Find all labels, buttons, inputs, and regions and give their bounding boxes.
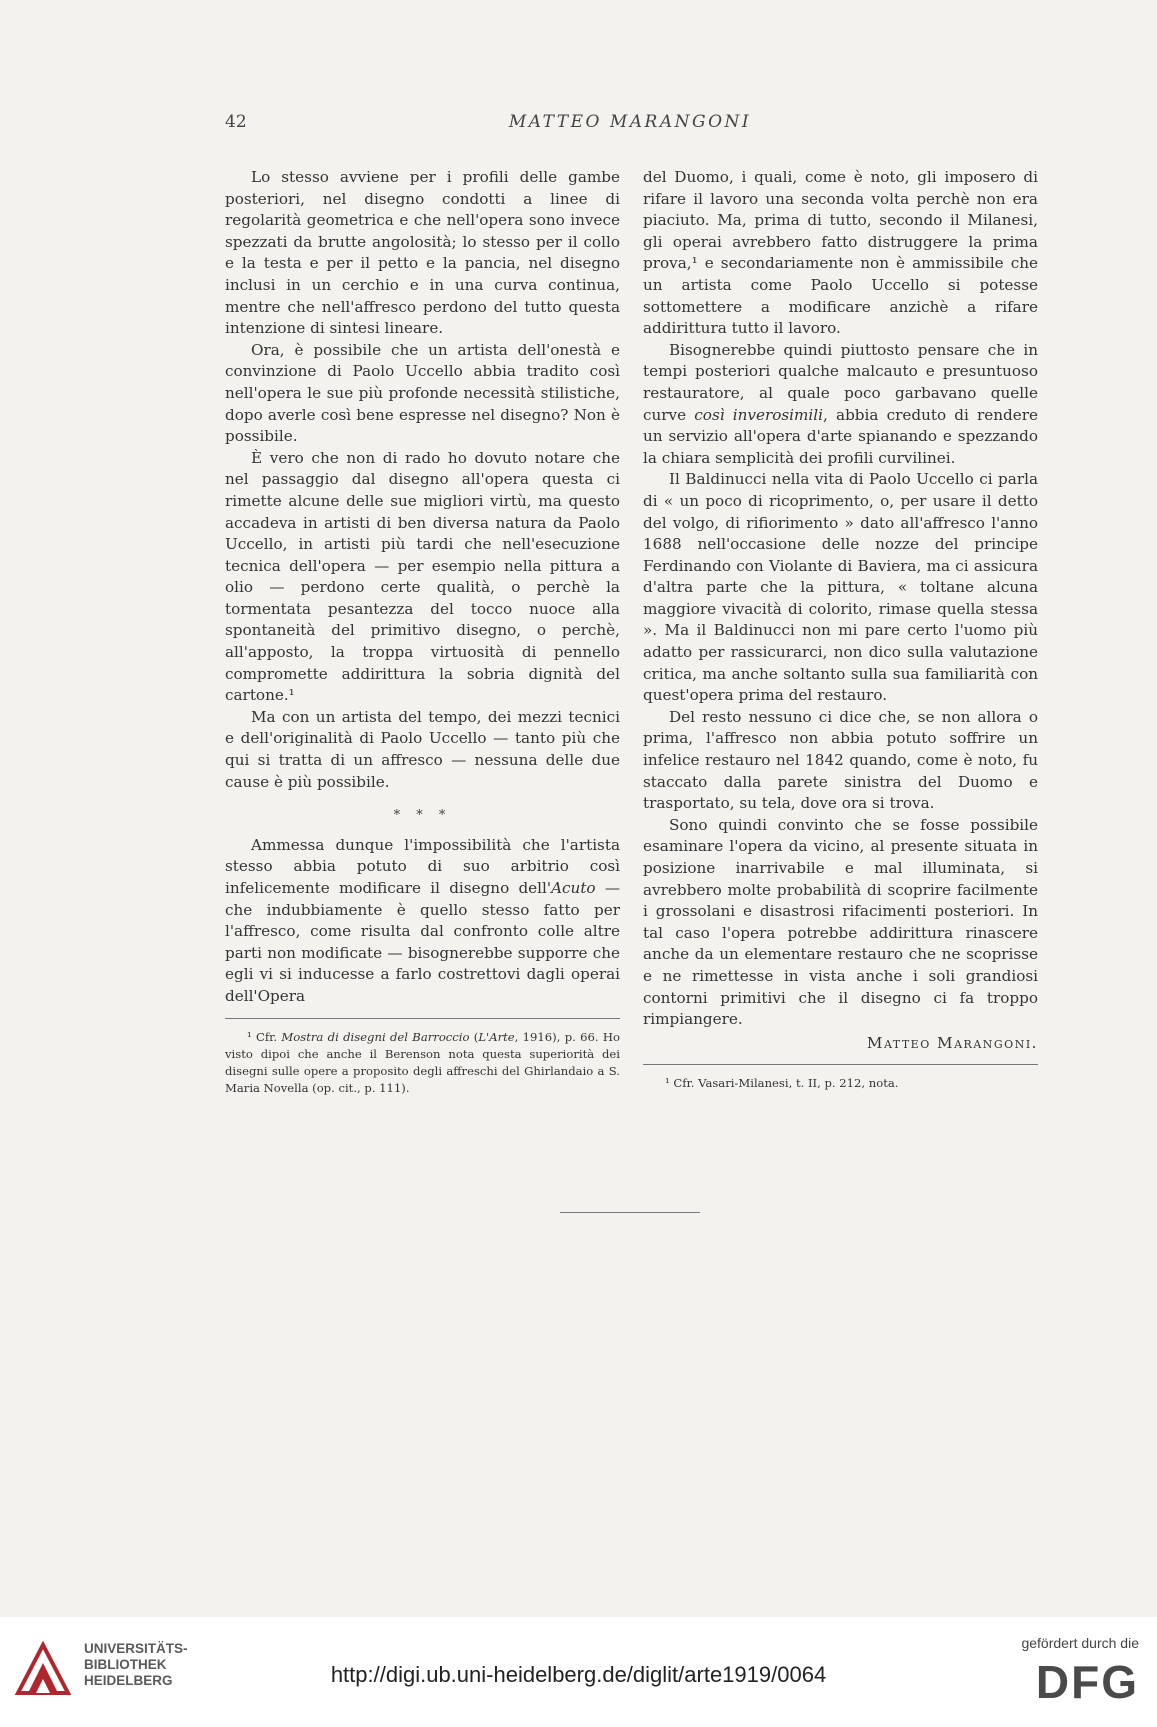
paragraph: È vero che non di rado ho dovuto notare che nel passaggio dal disegno all'opera questa ci rimette alcune delle sue migliori virtù, ma questo accadeva in artisti di ben diversa natura da Paolo Uccello, in artisti più tardi che nell'esecuzione tecnica dell'opera — per esempio nella pittura a olio — perdono certe qualità, o perchè la tormentata pesantezza del tocco nuoce alla spontaneità del primitivo disegno, o perchè, all'apposto, la troppa virtuosità di pennello compromette addirittura la sobria dignità del cartone.¹ [225, 448, 620, 705]
page-number: 42 [225, 112, 247, 132]
left-column [225, 167, 620, 1097]
section-separator: * * * [393, 808, 452, 824]
paragraph-text: Ammessa dunque l'impossibilità che l'artista stesso abbia potuto di suo arbitrio così infelicemente modificare il disegno dell' [225, 835, 620, 897]
right-column [643, 167, 1038, 1092]
footnote [225, 1029, 620, 1097]
footnote-text: , 1916), p. 66. Ho visto dipoi che anche il Berenson nota questa superiorità dei disegni sulle opere a proposito degli affreschi del Ghirlandaio a S. Maria Novella (op. cit., p. 111). [225, 1029, 620, 1095]
source-url-link[interactable]: http://digi.ub.uni-heidelberg.de/diglit/arte1919/0064 [330, 1662, 827, 1687]
footer-bar [0, 1617, 1157, 1727]
footnote-rule [643, 1064, 1038, 1065]
footnote-italic: L'Arte [478, 1029, 515, 1044]
author-signature: Matteo Marangoni. [866, 1033, 1038, 1052]
paragraph: Sono quindi convinto che se fosse possibile esaminare l'opera da vicino, al presente situata in posizione inarrivabile e mal illuminata, si avrebbero molte probabilità di scoprire facilmente i grossolani e disastrosi rifacimenti posteriori. In tal caso l'opera potrebbe addirittura rinascere anche da un elementare restauro che ne scoprisse e ne rimettesse in vista anche i soli grandiosi contorni primitivi che il disegno ci fa troppo rimpiangere. [643, 815, 1038, 1029]
dfg-logo: DFG [1035, 1656, 1139, 1708]
paragraph-text: , abbia creduto di rendere un servizio all'opera d'arte spianando e spezzando la chiara semplicità dei profili curvilinei. [643, 405, 1039, 467]
paragraph: Lo stesso avviene per i profili delle gambe posteriori, nel disegno condotti a linee di regolarità geometrica e che nell'opera sono invece spezzati da brutte angolosità; lo stesso per il collo e la testa e per il petto e la pancia, nel disegno inclusi in un cerchio e in una curva continua, mentre che nell'affresco perdono del tutto questa intenzione di sintesi lineare. [225, 168, 620, 338]
paragraph-text: — che indubbiamente è quello stesso fatto per l'affresco, come risulta dal confronto colle altre parti non modificate — bisognerebbe supporre che egli vi si inducesse a farlo costrettovi dagli operai dell'Opera [225, 879, 621, 1005]
paragraph: del Duomo, i quali, come è noto, gli imposero di rifare il lavoro una seconda volta perchè non era piaciuto. Ma, prima di tutto, secondo il Milanesi, gli operai avrebbero fatto distruggere la prima prova,¹ e secondariamente non è ammissibile che un artista come Paolo Uccello si potesse sottomettere a modificare anzichè a rifare addirittura tutto il lavoro. [643, 168, 1038, 338]
paragraph [643, 340, 1038, 470]
running-title: MATTEO MARANGONI [508, 112, 752, 132]
footnote [643, 1075, 1038, 1092]
paragraph: Del resto nessuno ci dice che, se non allora o prima, l'affresco non abbia potuto soffrire un infelice restauro nel 1842 quando, come è noto, fu staccato dalla parete sinistra del Duomo e trasportato, su tela, dove ora si trova. [643, 707, 1038, 813]
italic-text: Acuto [551, 879, 596, 897]
footnote-rule [225, 1018, 620, 1019]
paragraph: Ma con un artista del tempo, dei mezzi tecnici e dell'originalità di Paolo Uccello — tanto più che qui si tratta di un affresco — nessuna delle due cause è più possibile. [225, 707, 620, 791]
end-rule [560, 1212, 700, 1213]
page-header [225, 112, 1035, 136]
footnote-text: ( [469, 1029, 479, 1044]
paragraph-text: Bisognerebbe quindi piuttosto pensare che in tempi posteriori qualche malcauto e presuntuoso restauratore, al quale poco garbavano quelle curve [643, 340, 1038, 424]
italic-text: così inverosimili [694, 405, 824, 424]
paragraph: Ora, è possibile che un artista dell'onestà e convinzione di Paolo Uccello abbia tradito così nell'opera le sue più profonde necessità stilistiche, dopo averle così bene espresse nel disegno? Non è possibile. [225, 340, 620, 446]
funded-by-label: gefördert durch die [1021, 1635, 1139, 1651]
library-name: UNIVERSITÄTS- BIBLIOTHEK HEIDELBERG [84, 1641, 188, 1688]
footnote-italic: Mostra di disegni del Barroccio [281, 1029, 470, 1044]
footnote-text: ¹ Cfr. [247, 1029, 282, 1044]
paragraph: Il Baldinucci nella vita di Paolo Uccello ci parla di « un poco di ricoprimento, o, per usare il detto del volgo, di rifiorimento » dato all'affresco l'anno 1688 nell'occasione delle nozze del principe Ferdinando con Violante di Baviera, ma ci assicura d'altra parte che la pittura, « toltane alcuna maggiore vivacità di colorito, rimase quella stessa ». Ma il Baldinucci non mi pare certo l'uomo più adatto per rassicurarci, non dico sulla valutazione critica, ma anche soltanto sulla sua familiarità con quest'opera prima del restauro. [643, 470, 1038, 705]
paragraph [225, 835, 620, 1008]
footnote-text: ¹ Cfr. Vasari-Milanesi, t. II, p. 212, nota. [665, 1076, 899, 1091]
